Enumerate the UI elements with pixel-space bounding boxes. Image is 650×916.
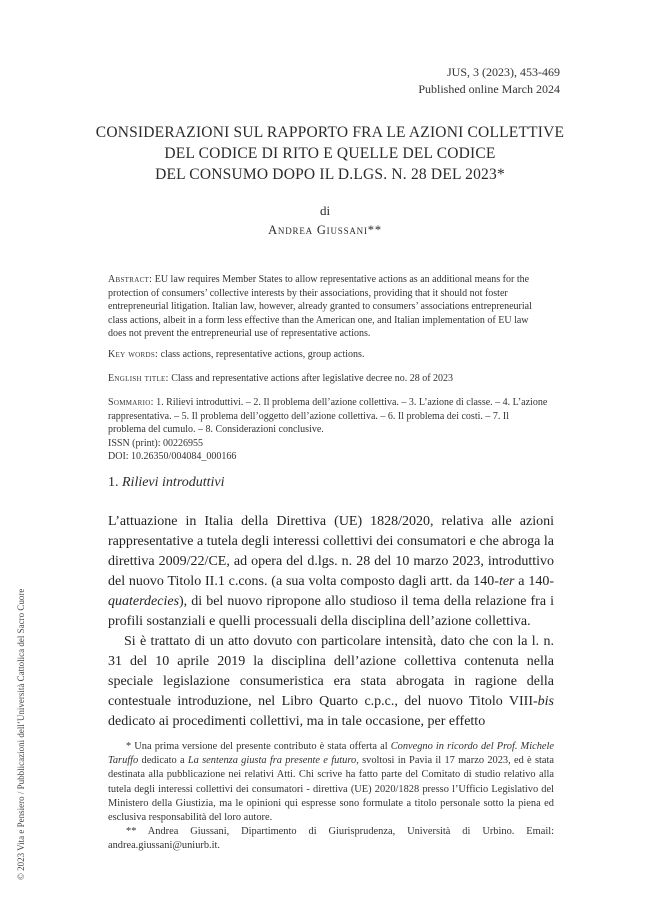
abstract-label: Abstract:: [108, 274, 153, 285]
journal-citation: JUS, 3 (2023), 453-469: [447, 65, 560, 79]
issn: ISSN (print): 00226955: [108, 437, 203, 449]
journal-header: [418, 64, 560, 98]
author-name: Andrea Giussani**: [268, 223, 382, 237]
publication-date: Published online March 2024: [418, 82, 560, 96]
footnote-1: * Una prima versione del presente contributo è stata offerta al Convegno in ricordo del Prof. Michele Taruffo dedicato a La sentenza giusta fra presente e futuro, svoltosi in Pavia il 17 marzo 2023, ed è stata destinata alla pubblicazione nei relativi Atti. Chi scrive ha fatto parte del Comitato di studio relativo alla tutela degli interessi collettivi dei consumatori - direttiva (UE) 2020/1828 presso l’Ufficio Legislativo del Ministero della Giustizia, ma le opinioni qui espresse sono formulate a titolo personale sotto la piena ed esclusiva responsabilità del loro autore.: [108, 741, 555, 824]
title-line-2: DEL CODICE DI RITO E QUELLE DEL CODICE: [164, 145, 496, 162]
keywords-text: class actions, representative actions, group actions.: [158, 349, 365, 360]
copyright-sidebar: © 2023 Vita e Pensiero / Pubblicazioni dell’Università Cattolica del Sacro Cuore: [16, 588, 26, 880]
article-title: [60, 122, 600, 185]
by-word: di: [319, 203, 331, 218]
abstract-text: EU law requires Member States to allow representative actions as an additional means for the protection of consumers’ collective interests by their associations, providing that it should not foster entrepreneurial litigation. Italian law, however, already granted to consumers’ associations entrepreneurial class actions, albeit in a form less effective than the American one, and Italian implementation of EU law does not prevent the entrepreneurial use of representative actions.: [108, 274, 532, 339]
abstract: [108, 273, 548, 341]
keywords-label: Key words:: [108, 349, 159, 360]
section-title: Rilievi introduttivi: [122, 475, 225, 490]
section-number: 1.: [108, 475, 122, 490]
title-line-1: CONSIDERAZIONI SUL RAPPORTO FRA LE AZIONI COLLETTIVE: [95, 124, 565, 141]
title-line-3: DEL CONSUMO DOPO IL D.LGS. N. 28 DEL 2023*: [155, 166, 505, 183]
sommario: [108, 396, 548, 464]
doi: DOI: 10.26350/004084_000166: [108, 451, 237, 462]
footnote-2: ** Andrea Giussani, Dipartimento di Giurisprudenza, Università di Urbino. Email: andrea.giussani@uniurb.it.: [108, 826, 554, 852]
section-heading: [108, 475, 225, 491]
paragraph-1: L’attuazione in Italia della Direttiva (UE) 1828/2020, relativa alle azioni rappresentative a tutela degli interessi collettivi dei consumatori e che abroga la direttiva 2009/22/CE, ad opera del d.lgs. n. 28 del 10 marzo 2023, introduttivo del nuovo Titolo II.1 c.cons. (a sua volta composto dagli artt. da 140-ter a 140-quaterdecies), di bel nuovo ripropone allo studioso il tema della relazione fra i profili sostanziali e quelli processuali della disciplina dell’azione collettiva.: [108, 514, 554, 629]
english-title: [108, 372, 548, 386]
footnotes: [108, 740, 554, 854]
keywords: [108, 348, 548, 362]
body-text: [108, 512, 554, 732]
sommario-text: 1. Rilievi introduttivi. – 2. Il problema dell’azione collettiva. – 3. L’azione di classe. – 4. L’azione rappresentativa. – 5. Il problema dell’oggetto dell’azione collettiva. – 6. Il problema dei costi. – 7. Il problema del cumulo. – 8. Considerazioni conclusive.: [108, 397, 548, 435]
english-title-label: English title:: [108, 373, 169, 384]
paragraph-2: Si è trattato di un atto dovuto con particolare intensità, dato che con la l. n. 31 del 10 aprile 2019 la disciplina dell’azione collettiva contenuta nella speciale legislazione consumeristica era stata abrogata in ragione della contestuale introduzione, nel Libro Quarto c.p.c., del nuovo Titolo VIII-bis dedicato ai procedimenti collettivi, ma in tale occasione, per effetto: [108, 634, 554, 729]
english-title-text: Class and representative actions after legislative decree no. 28 of 2023: [168, 373, 454, 384]
sommario-label: Sommario:: [108, 397, 154, 408]
